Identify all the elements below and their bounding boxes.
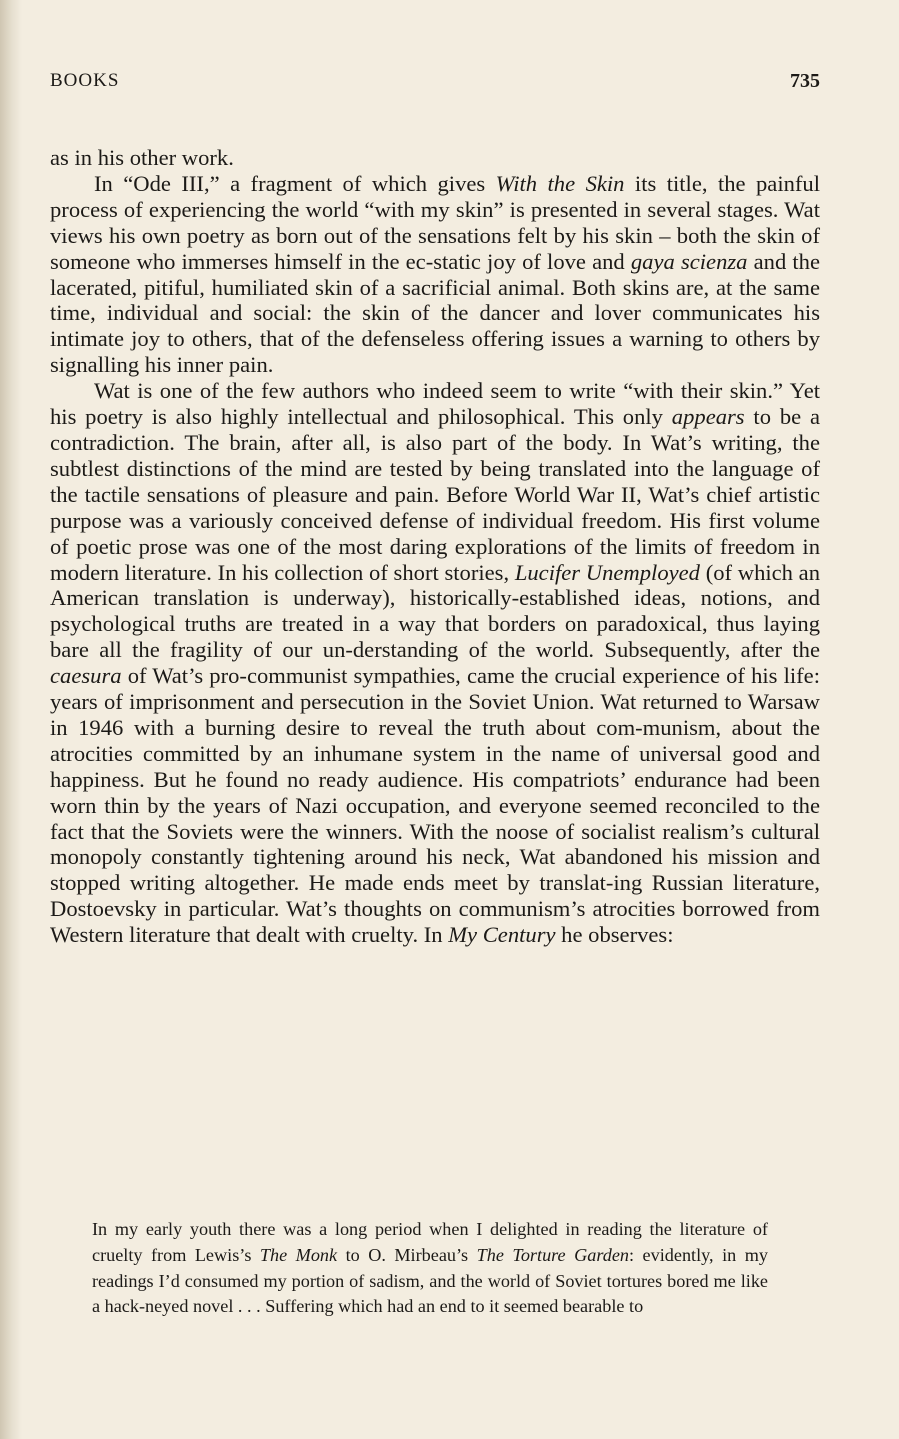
italic-title: The Monk (259, 1244, 338, 1265)
italic-title: My Century (448, 922, 556, 948)
text-run: (of which an American translation is underway), historically-established ideas, notions, and psychological truths are treated in a way that borders on paradoxical, thus laying bare all the fragility of our un-derstanding of the world. Subsequently, after the (50, 559, 820, 663)
page-number: 735 (790, 70, 820, 92)
text-run: and the lacerated, pitiful, humiliated skin of a sacrificial animal. Both skins are, at the same time, individual and social: the skin of the dancer and lover communicates his intimate joy to others, that of the defenseless offering issues a warning to others by signalling his inner pain. (50, 248, 820, 378)
text-run: of Wat’s pro-communist sympathies, came the crucial experience of his life: years of imprisonment and persecution in the Soviet Union. Wat returned to Warsaw in 1946 with a burning desire to reveal the truth about com-munism, about the atrocities committed by an inhumane system in the name of universal good and happiness. But he found no ready audience. His compatriots’ endurance had been worn thin by the years of Nazi occupation, and everyone seemed reconciled to the fact that the Soviets were the winners. With the noose of socialist realism’s cultural monopoly constantly tightening around his neck, Wat abandoned his mission and stopped writing altogether. He made ends meet by translat-ing Russian literature, Dostoevsky in particular. Wat’s thoughts on communism’s atrocities borrowed from Western literature that dealt with cruelty. In (50, 663, 820, 948)
italic-title: Lucifer Unemployed (514, 559, 700, 585)
italic-title: gaya scienza (630, 248, 748, 274)
paragraph (50, 145, 820, 171)
italic-title: appears (671, 404, 745, 430)
text-run: its title, the painful process of experiencing the world “with my skin” is presented in several stages. Wat views his own poetry as born out of the sensations felt by his skin – both the skin of someone who immerses himself in the ec-static joy of love and (50, 170, 820, 274)
italic-title: With the Skin (495, 170, 625, 196)
text-run: to be a contradiction. The brain, after all, is also part of the body. In Wat’s writing, the subtlest distinctions of the mind are tested by being translated into the language of the tactile sensations of pleasure and pain. Before World War II, Wat’s chief artistic purpose was a variously conceived defense of individual freedom. His first volume of poetic prose was one of the most daring explorations of the limits of freedom in modern literature. In his collection of short stories, (50, 404, 820, 585)
text-run: In my early youth there was a long period when I delighted in reading the literature of cruelty from Lewis’s (92, 1219, 768, 1265)
italic-title: caesura (50, 663, 122, 689)
text-run: : evidently, in my readings I’d consumed my portion of sadism, and the world of Soviet tortures bored me like a hack-neyed novel . . . Suffering which had an end to it seemed bearable to (92, 1244, 768, 1317)
text-run: Wat is one of the few authors who indeed seem to write “with their skin.” Yet his poetry is also highly intellectual and philosophical. This only (50, 378, 820, 430)
italic-title: The Torture Garden (476, 1244, 630, 1265)
article-body (50, 145, 820, 948)
text-run: he observes: (555, 922, 674, 948)
running-head: BOOKS (50, 70, 120, 91)
paragraph (50, 171, 820, 378)
block-quote (92, 1217, 768, 1320)
quote-text (92, 1217, 768, 1320)
paragraph (50, 378, 820, 948)
page-binding-shadow (0, 0, 22, 1439)
text-run: as in his other work. (50, 145, 234, 170)
text-run: In “Ode III,” a fragment of which gives (94, 170, 496, 196)
page-header (50, 70, 820, 96)
text-run: to O. Mirbeau’s (337, 1244, 477, 1265)
